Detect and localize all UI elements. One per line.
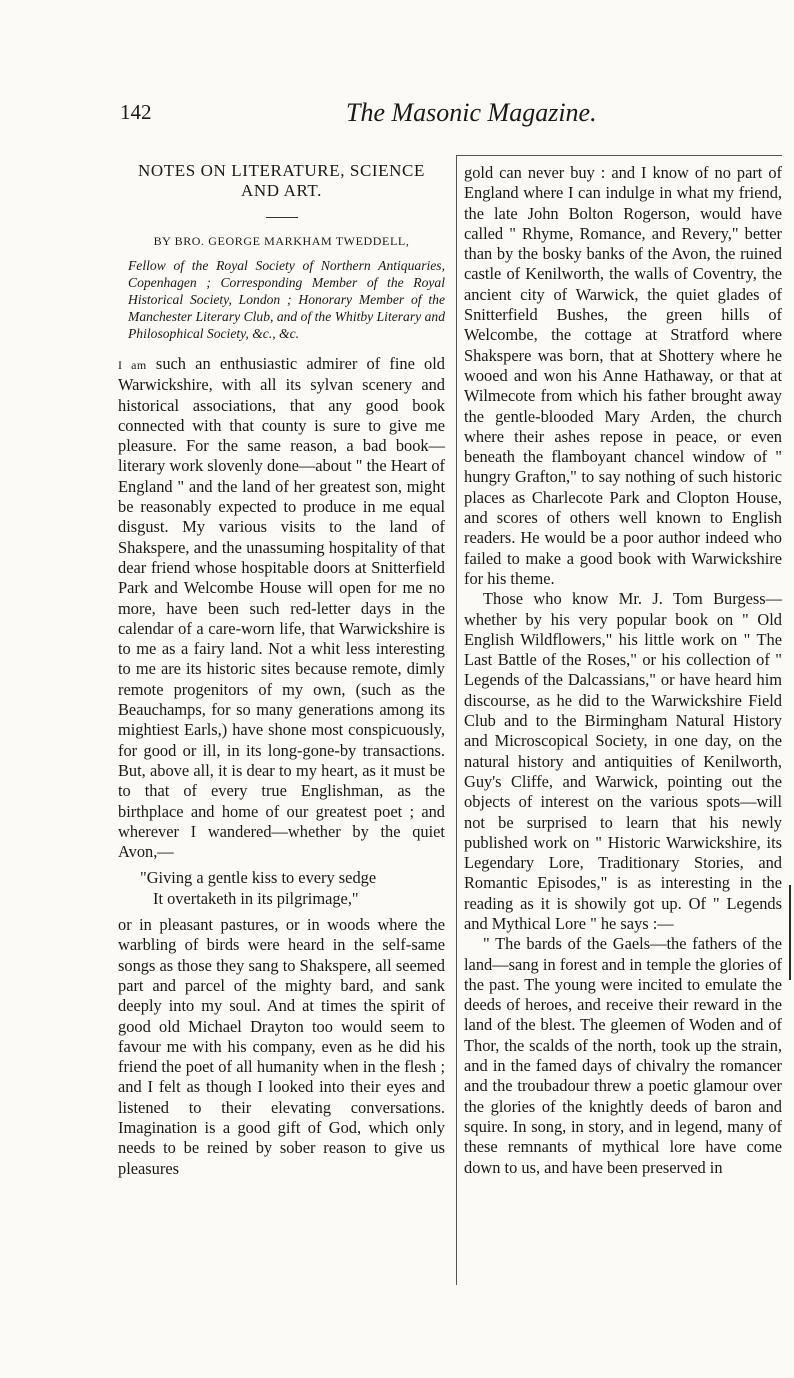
article-title	[118, 161, 445, 201]
column-divider	[456, 155, 457, 1285]
verse-line-2: It overtaketh in its pilgrimage,"	[153, 888, 359, 908]
margin-mark	[789, 885, 791, 980]
title-rule	[266, 217, 298, 218]
author-affiliation: Fellow of the Royal Society of Northern Antiquaries, Copenhagen ; Corresponding Member of the Royal Historical Society, London ; Honorary Member of the Manchester Literary Club, and of the Whitby Literary and Philosophical Society, &c., &c.	[128, 258, 445, 341]
paragraph-4: Those who know Mr. J. Tom Burgess—whether by his very popular book on " Old English Wildflowers," his little work on " The Last Battle of the Roses," or his collection of " Legends of the Dalcassians," or have heard him discourse, as he did to the Warwickshire Field Club and to the Birmingham Natural History and Microscopical Society, in one day, on the natural history and antiquities of Kenilworth, Guy's Cliffe, and Warwick, pointing out the objects of interest on the various spots—will not be surprised to learn that his newly published work on " Historic Warwickshire, its Legendary Lore, Traditionary Stories, and Romantic Episodes," is as interesting in the reading as it is showily got up. Of " Legends and Mythical Lore " he says :—	[464, 589, 782, 933]
paragraph-1-text: such an enthusiastic admirer of fine old Warwickshire, with all its sylvan scenery and historical associations, that any good book connected with that county is sure to give me pleasure. For the same reason, a bad book—literary work slovenly done—about " the Heart of England " and the land of her greatest son, might be reasonably expected to produce in me equal disgust. My various visits to the land of Shakspere, and the unassuming hospitality of that dear friend whose hospitable doors at Snitterfield Park and Welcombe House will open for me no more, have been such red-letter days in the calendar of a care-worn life, that Warwickshire is to me as a fairy land. Not a whit less interesting to me are its historic sites because remote, dimly remote progenitors of my own, (such as the Beauchamps, for so many generations among its mightiest Earls,) have shone most conspicuously, for good or ill, in its long-gone-by transactions. But, above all, it is dear to my heart, as it must be to that of every true Englishman, as the birthplace and home of our greatest poet ; and wherever I wandered—whether by the quiet Avon,—	[118, 354, 445, 862]
left-column	[118, 161, 445, 1179]
page-header	[120, 98, 780, 132]
paragraph-5: " The bards of the Gaels—the fathers of the land—sang in forest and in temple the glories of the past. The young were incited to emulate the deeds of heroes, and receive their reward in the land of the blest. The gleemen of Woden and of Thor, the scalds of the north, took up the strain, and in the famed days of chivalry the romancer and the troubadour threw a poetic glamour over the glories of the knightly deeds of baron and squire. In song, in story, and in legend, many of these remnants of mythical lore have come down to us, and have been preserved in	[464, 934, 782, 1177]
byline: BY BRO. GEORGE MARKHAM TWEDDELL,	[153, 234, 410, 248]
drop-cap: I am	[118, 358, 147, 372]
paragraph-3: gold can never buy : and I know of no part of England where I can indulge in what my friend, the late John Bolton Rogerson, would have called " Rhyme, Romance, and Revery," better than by the bosky banks of the Avon, the ruined castle of Kenilworth, the walls of Coventry, the ancient city of Warwick, the quiet glades of Snitterfield Bushes, the green hills of Welcombe, the cottage at Stratford where Shakspere was born, that at Shottery where he wooed and won his Anne Hathaway, or that at Wilmecote from which his father brought away the gentle-blooded Mary Arden, the church where their ashes repose in peace, or even beneath the flamboyant chancel window of " hungry Grafton," to say nothing of such historic places as Charlecote Park and Clopton House, and scores of others well known to English readers. He would be a poor author indeed who failed to make a good book with Warwickshire for his theme.	[464, 163, 782, 588]
article-title-line1: NOTES ON LITERATURE, SCIENCE	[138, 161, 425, 180]
verse-quote	[140, 868, 445, 909]
article-title-line2: AND ART.	[241, 181, 322, 200]
right-column	[464, 163, 782, 1178]
paragraph-1	[118, 354, 445, 862]
verse-line-1: "Giving a gentle kiss to every sedge	[140, 868, 377, 888]
column-top-rule	[456, 155, 782, 156]
page-number: 142	[120, 100, 152, 124]
paragraph-2: or in pleasant pastures, or in woods where the warbling of birds were heard in the self-same songs as those they sang to Shakspere, all seemed part and parcel of the mighty bard, and sank deeply into my soul. And at times the spirit of good old Michael Drayton too would seem to favour me with his company, even as he did his friend the poet of all humanity when in the flesh ; and I felt as though I looked into their eyes and listened to their elevating conversations. Imagination is a good gift of God, which only needs to be reined by sober reason to give us pleasures	[118, 915, 445, 1178]
running-title: The Masonic Magazine.	[346, 98, 597, 127]
